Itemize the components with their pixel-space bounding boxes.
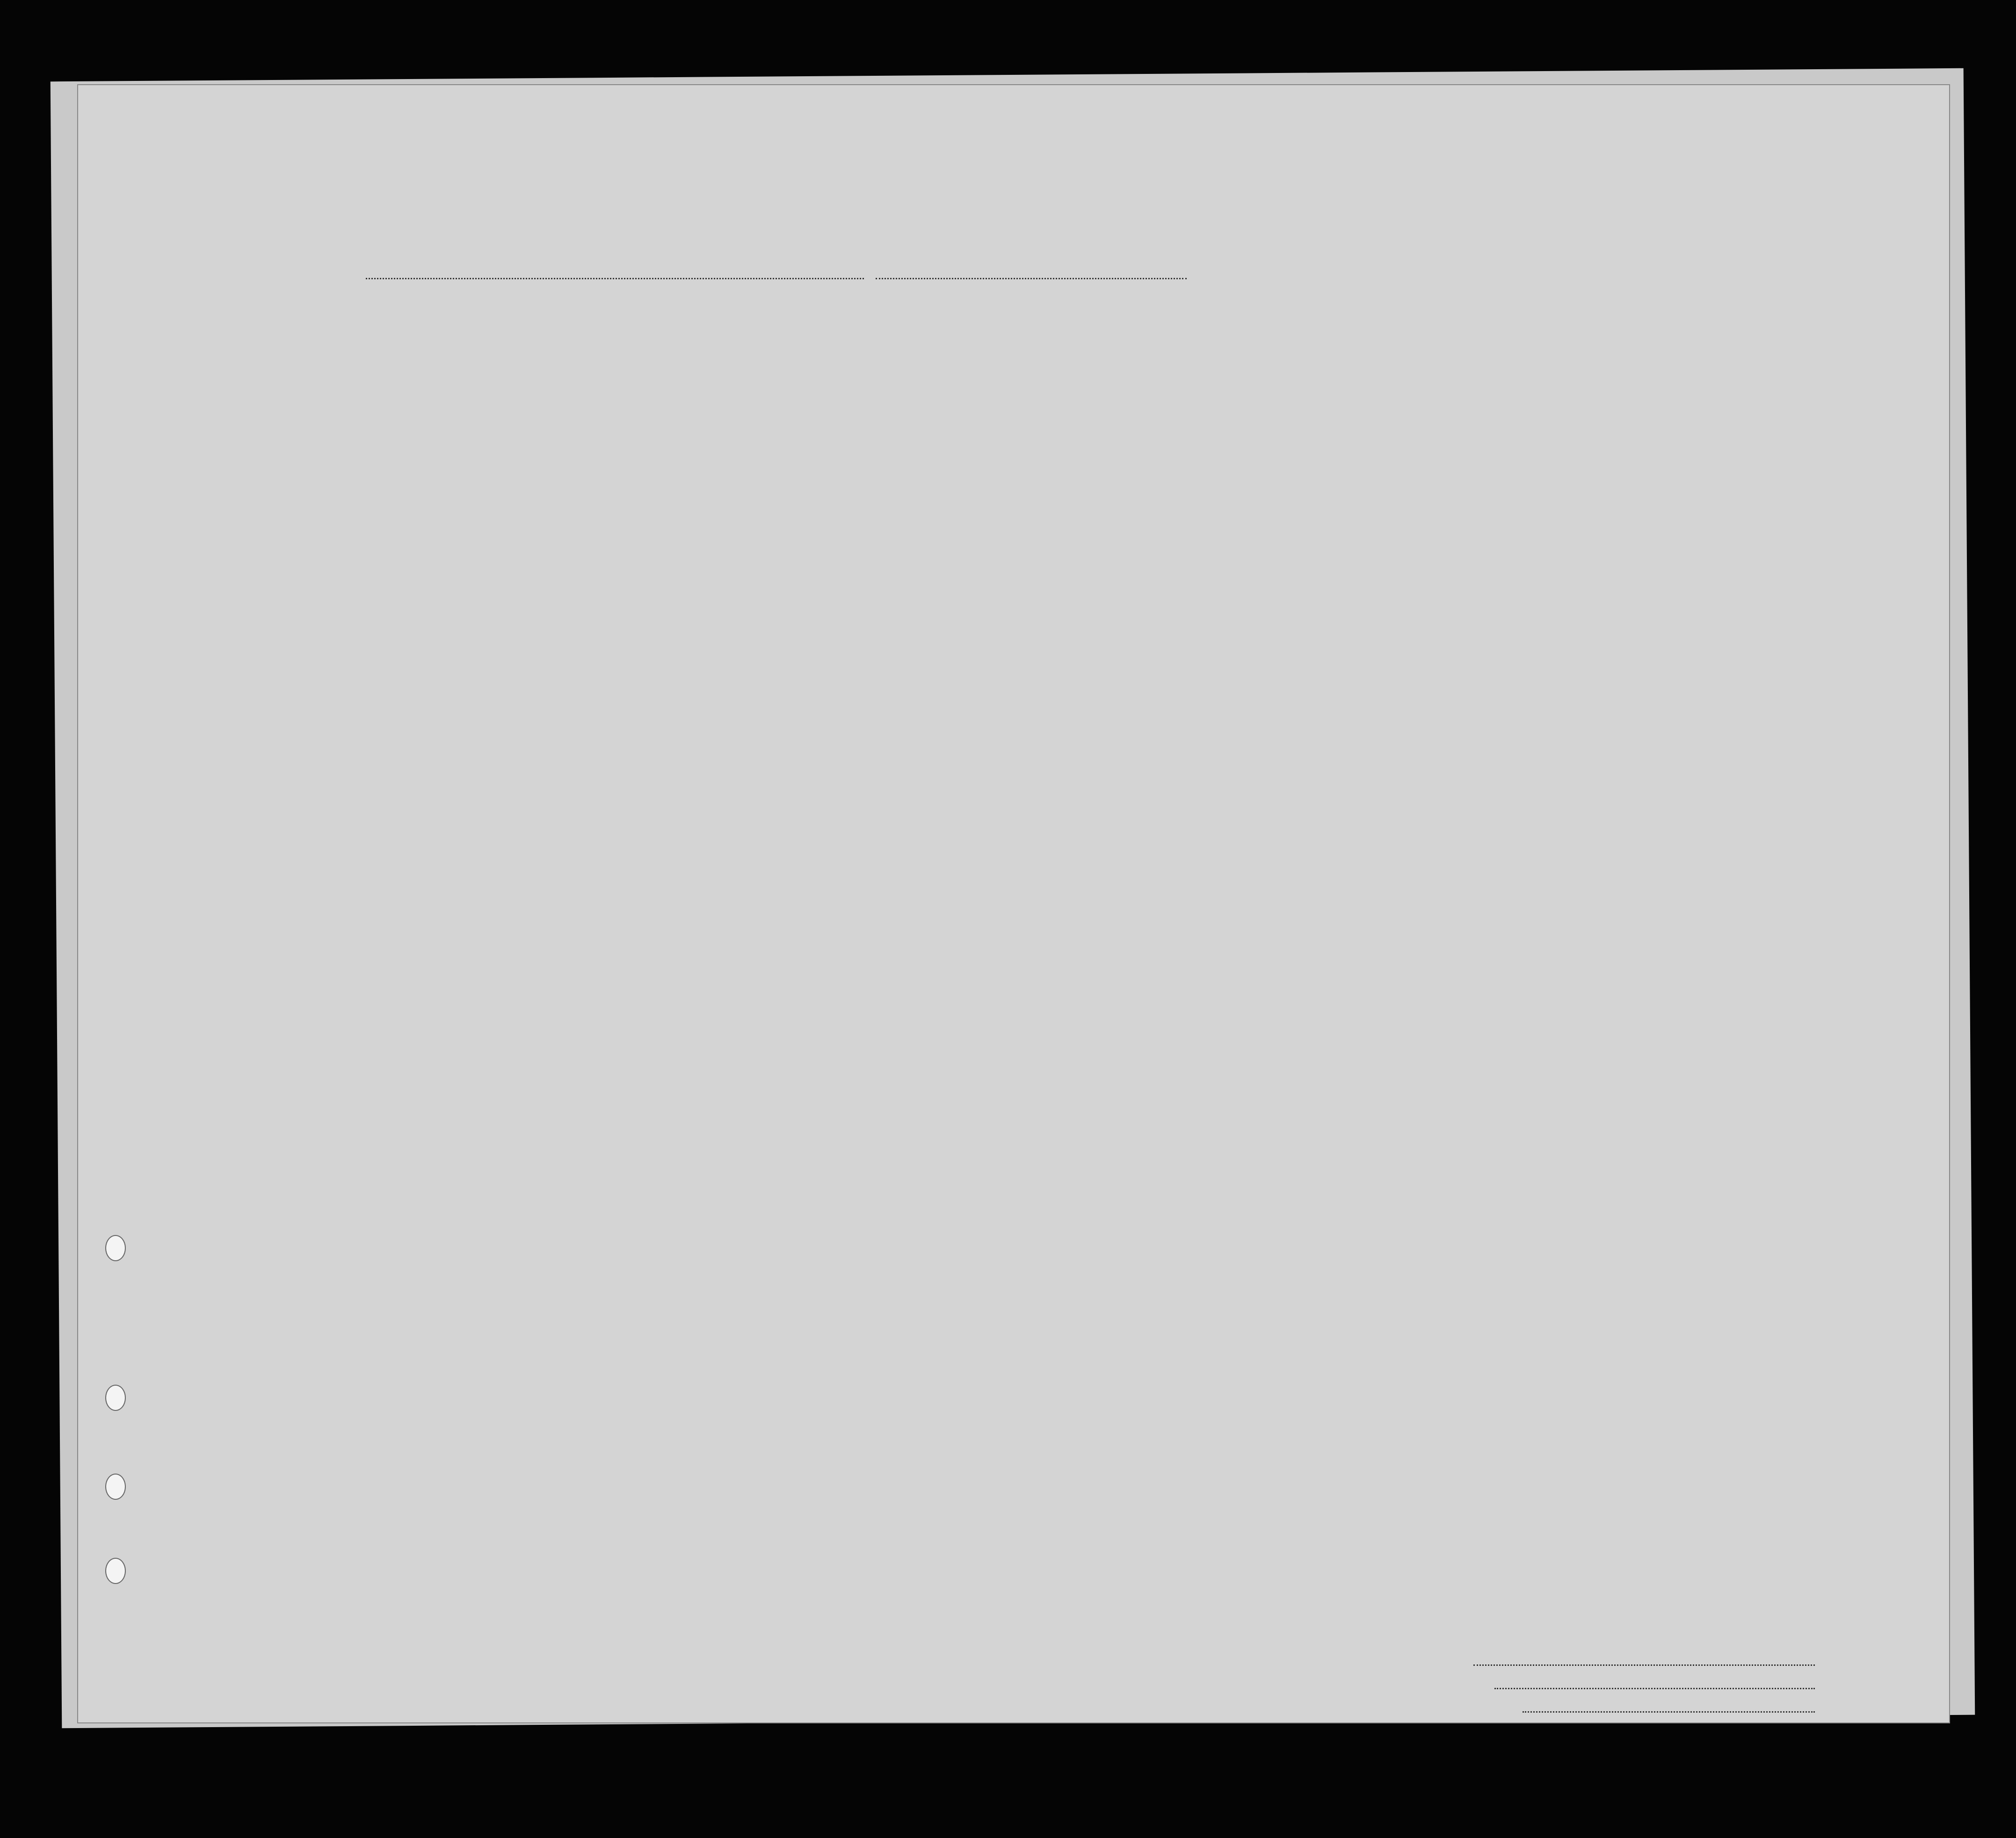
header-fifty-dollars xyxy=(711,337,739,456)
header-prison xyxy=(1265,337,1298,456)
header-polygamist xyxy=(1305,337,1324,456)
header-deported xyxy=(1463,337,1484,456)
binder-hole xyxy=(105,1385,126,1411)
binder-hole xyxy=(105,1558,126,1584)
header-anarchist xyxy=(1329,337,1348,456)
binder-hole xyxy=(105,1235,126,1261)
header-feet xyxy=(1600,421,1614,454)
header-overthrow xyxy=(1352,337,1396,456)
header-ticket xyxy=(585,337,617,456)
header-offer xyxy=(1405,337,1437,456)
header-purpose-return xyxy=(1155,358,1183,456)
header-purpose-citizen xyxy=(1230,358,1254,456)
line-field xyxy=(1473,1664,1815,1666)
local-agents-field xyxy=(1523,1711,1815,1713)
header-purpose-length xyxy=(1197,358,1221,456)
header-excluded xyxy=(1441,337,1459,456)
header-inches xyxy=(1623,416,1637,454)
binder-hole xyxy=(105,1474,126,1500)
owners-field xyxy=(1494,1688,1815,1689)
